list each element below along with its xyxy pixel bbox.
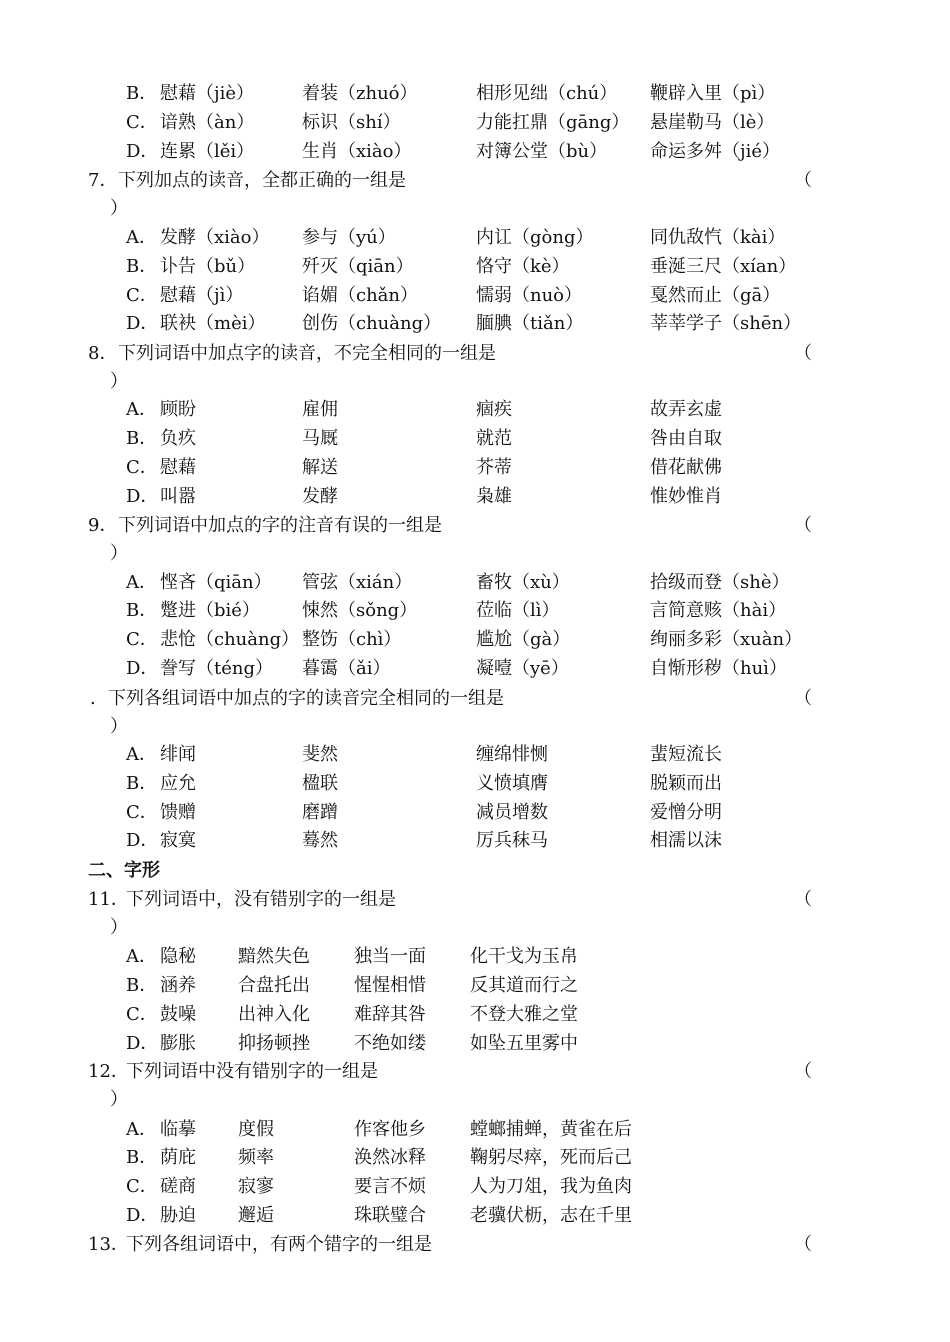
option-item: 缠绵悱恻 <box>476 744 548 765</box>
option-item: 惟妙惟肖 <box>650 486 722 507</box>
option-item: 发酵（xiào） <box>160 227 270 248</box>
option-item: 人为刀俎，我为鱼肉 <box>470 1176 632 1197</box>
option-item: 绯闻 <box>160 744 196 765</box>
answer-paren-close: ） <box>110 917 128 938</box>
answer-paren-close: ） <box>110 371 128 392</box>
option-item: 厉兵秣马 <box>476 830 548 851</box>
option-letter: A． <box>126 1119 157 1140</box>
option-letter: D． <box>126 830 159 851</box>
option-item: 应允 <box>160 773 196 794</box>
question-text: 下列词语中没有错别字的一组是 <box>126 1061 378 1082</box>
option-letter: A． <box>126 227 157 248</box>
option-item: 化干戈为玉帛 <box>470 946 578 967</box>
option-item: 歼灭（qiān） <box>302 256 414 277</box>
option-item: 蹩进（bié） <box>160 600 260 621</box>
option-item: 参与（yú） <box>302 227 396 248</box>
option-item: 芥蒂 <box>476 457 512 478</box>
option-item: 同仇敌忾（kài） <box>650 227 786 248</box>
option-item: 珠联璧合 <box>354 1205 426 1226</box>
option-item: 义愤填膺 <box>476 773 548 794</box>
option-item: 绚丽多彩（xuàn） <box>650 629 803 650</box>
answer-paren-open: （ <box>794 889 812 910</box>
question-number: 9． <box>88 515 118 536</box>
option-item: 要言不烦 <box>354 1176 426 1197</box>
option-item: 腼腆（tiǎn） <box>476 313 584 334</box>
option-item: 邂逅 <box>238 1205 274 1226</box>
answer-paren-open: （ <box>794 170 812 191</box>
option-item: 联袂（mèi） <box>160 313 266 334</box>
option-item: 力能扛鼎（gāng） <box>476 112 630 133</box>
option-letter: D． <box>126 1205 159 1226</box>
option-letter: C． <box>126 112 158 133</box>
option-item: 磋商 <box>160 1176 196 1197</box>
option-item: 叫嚣 <box>160 486 196 507</box>
option-item: 斐然 <box>302 744 338 765</box>
option-item: 胁迫 <box>160 1205 196 1226</box>
option-item: 慰藉（jì） <box>160 285 244 306</box>
option-item: 鼓噪 <box>160 1004 196 1025</box>
option-item: 悚然（sǒng） <box>302 600 418 621</box>
option-item: 誊写（téng） <box>160 658 274 679</box>
option-item: 蓦然 <box>302 830 338 851</box>
option-letter: C． <box>126 285 158 306</box>
option-letter: A． <box>126 946 157 967</box>
option-item: 创伤（chuàng） <box>302 313 442 334</box>
option-item: 咎由自取 <box>650 428 722 449</box>
question-number: 12． <box>88 1061 129 1082</box>
option-item: 借花献佛 <box>650 457 722 478</box>
option-item: 合盘托出 <box>238 975 310 996</box>
option-item: 寂寥 <box>238 1176 274 1197</box>
question-number: . <box>90 688 96 709</box>
question-text: 下列词语中，没有错别字的一组是 <box>126 889 396 910</box>
option-item: 内讧（gòng） <box>476 227 594 248</box>
section-title: 二、字形 <box>88 860 160 881</box>
option-letter: C． <box>126 1176 158 1197</box>
option-letter: B． <box>126 256 158 277</box>
option-item: 不绝如缕 <box>354 1033 426 1054</box>
question-number: 8． <box>88 343 118 364</box>
option-item: 老骥伏枥，志在千里 <box>470 1205 632 1226</box>
option-item: 发酵 <box>302 486 338 507</box>
answer-paren-open: （ <box>794 1234 812 1255</box>
option-item: 自惭形秽（huì） <box>650 658 787 679</box>
option-item: 谙熟（àn） <box>160 112 255 133</box>
option-item: 凝噎（yē） <box>476 658 569 679</box>
option-letter: A． <box>126 744 157 765</box>
option-item: 不登大雅之堂 <box>470 1004 578 1025</box>
option-item: 管弦（xián） <box>302 572 413 593</box>
option-letter: D． <box>126 486 159 507</box>
option-item: 马厩 <box>302 428 338 449</box>
option-letter: C． <box>126 629 158 650</box>
option-letter: C． <box>126 1004 158 1025</box>
option-item: 涣然冰释 <box>354 1147 426 1168</box>
option-item: 螳螂捕蝉，黄雀在后 <box>470 1119 632 1140</box>
question-text: 下列词语中加点的字的注音有误的一组是 <box>118 515 442 536</box>
option-item: 负疚 <box>160 428 196 449</box>
option-item: 寂寞 <box>160 830 196 851</box>
question-number: 7． <box>88 170 118 191</box>
option-letter: B． <box>126 600 158 621</box>
option-letter: B． <box>126 773 158 794</box>
option-item: 对簿公堂（bù） <box>476 141 608 162</box>
option-item: 标识（shí） <box>302 112 401 133</box>
option-item: 膨胀 <box>160 1033 196 1054</box>
option-letter: D． <box>126 141 159 162</box>
option-letter: C． <box>126 457 158 478</box>
question-text: 下列各组词语中，有两个错字的一组是 <box>126 1234 432 1255</box>
option-item: 解送 <box>302 457 338 478</box>
option-item: 莅临（lì） <box>476 600 560 621</box>
option-letter: C． <box>126 802 158 823</box>
answer-paren-open: （ <box>794 515 812 536</box>
option-letter: B． <box>126 975 158 996</box>
option-item: 言简意赅（hài） <box>650 600 787 621</box>
answer-paren-open: （ <box>794 1061 812 1082</box>
answer-paren-close: ） <box>110 716 128 737</box>
answer-paren-open: （ <box>794 688 812 709</box>
option-item: 频率 <box>238 1147 274 1168</box>
question-text: 下列各组词语中加点的字的读音完全相同的一组是 <box>108 688 504 709</box>
option-item: 如坠五里雾中 <box>470 1033 578 1054</box>
option-item: 楹联 <box>302 773 338 794</box>
option-item: 暮霭（ǎi） <box>302 658 391 679</box>
question-number: 11． <box>88 889 129 910</box>
option-item: 反其道而行之 <box>470 975 578 996</box>
option-letter: B． <box>126 1147 158 1168</box>
option-item: 痼疾 <box>476 399 512 420</box>
option-item: 抑扬顿挫 <box>238 1033 310 1054</box>
option-item: 畜牧（xù） <box>476 572 570 593</box>
option-item: 着装（zhuó） <box>302 83 418 104</box>
option-item: 枭雄 <box>476 486 512 507</box>
option-item: 悭吝（qiān） <box>160 572 272 593</box>
question-text: 下列词语中加点字的读音，不完全相同的一组是 <box>118 343 496 364</box>
option-item: 鞭辟入里（pì） <box>650 83 776 104</box>
option-letter: A． <box>126 572 157 593</box>
option-item: 作客他乡 <box>354 1119 426 1140</box>
option-item: 相濡以沫 <box>650 830 722 851</box>
option-item: 拾级而登（shè） <box>650 572 790 593</box>
option-item: 馈赠 <box>160 802 196 823</box>
option-item: 垂涎三尺（xían） <box>650 256 797 277</box>
option-item: 谄媚（chǎn） <box>302 285 418 306</box>
option-letter: B． <box>126 83 158 104</box>
option-item: 隐秘 <box>160 946 196 967</box>
option-item: 戛然而止（gā） <box>650 285 781 306</box>
option-letter: D． <box>126 658 159 679</box>
answer-paren-close: ） <box>110 543 128 564</box>
option-item: 慰藉 <box>160 457 196 478</box>
option-letter: D． <box>126 313 159 334</box>
option-item: 蜚短流长 <box>650 744 722 765</box>
option-item: 就范 <box>476 428 512 449</box>
option-letter: A． <box>126 399 157 420</box>
option-item: 尴尬（gà） <box>476 629 571 650</box>
option-item: 悲怆（chuàng） <box>160 629 300 650</box>
option-item: 涵养 <box>160 975 196 996</box>
option-item: 惺惺相惜 <box>354 975 426 996</box>
option-item: 独当一面 <box>354 946 426 967</box>
option-item: 整饬（chì） <box>302 629 402 650</box>
question-text: 下列加点的读音，全都正确的一组是 <box>118 170 406 191</box>
option-item: 顾盼 <box>160 399 196 420</box>
option-item: 慰藉（jiè） <box>160 83 254 104</box>
option-item: 磨蹭 <box>302 802 338 823</box>
answer-paren-open: （ <box>794 343 812 364</box>
option-item: 黯然失色 <box>238 946 310 967</box>
option-item: 命运多舛（jié） <box>650 141 780 162</box>
option-item: 相形见绌（chú） <box>476 83 618 104</box>
option-letter: B． <box>126 428 158 449</box>
option-item: 雇佣 <box>302 399 338 420</box>
option-item: 出神入化 <box>238 1004 310 1025</box>
option-item: 悬崖勒马（lè） <box>650 112 775 133</box>
question-number: 13． <box>88 1234 129 1255</box>
option-item: 懦弱（nuò） <box>476 285 583 306</box>
option-item: 恪守（kè） <box>476 256 570 277</box>
option-item: 度假 <box>238 1119 274 1140</box>
option-item: 生肖（xiào） <box>302 141 412 162</box>
option-item: 连累（lěi） <box>160 141 255 162</box>
option-item: 难辞其咎 <box>354 1004 426 1025</box>
option-item: 临摹 <box>160 1119 196 1140</box>
option-item: 脱颖而出 <box>650 773 722 794</box>
option-item: 荫庇 <box>160 1147 196 1168</box>
option-item: 莘莘学子（shēn） <box>650 313 802 334</box>
option-item: 爱憎分明 <box>650 802 722 823</box>
answer-paren-close: ） <box>110 1089 128 1110</box>
option-item: 减员增数 <box>476 802 548 823</box>
option-letter: D． <box>126 1033 159 1054</box>
answer-paren-close: ） <box>110 198 128 219</box>
option-item: 鞠躬尽瘁，死而后己 <box>470 1147 632 1168</box>
option-item: 故弄玄虚 <box>650 399 722 420</box>
option-item: 讣告（bǔ） <box>160 256 256 277</box>
